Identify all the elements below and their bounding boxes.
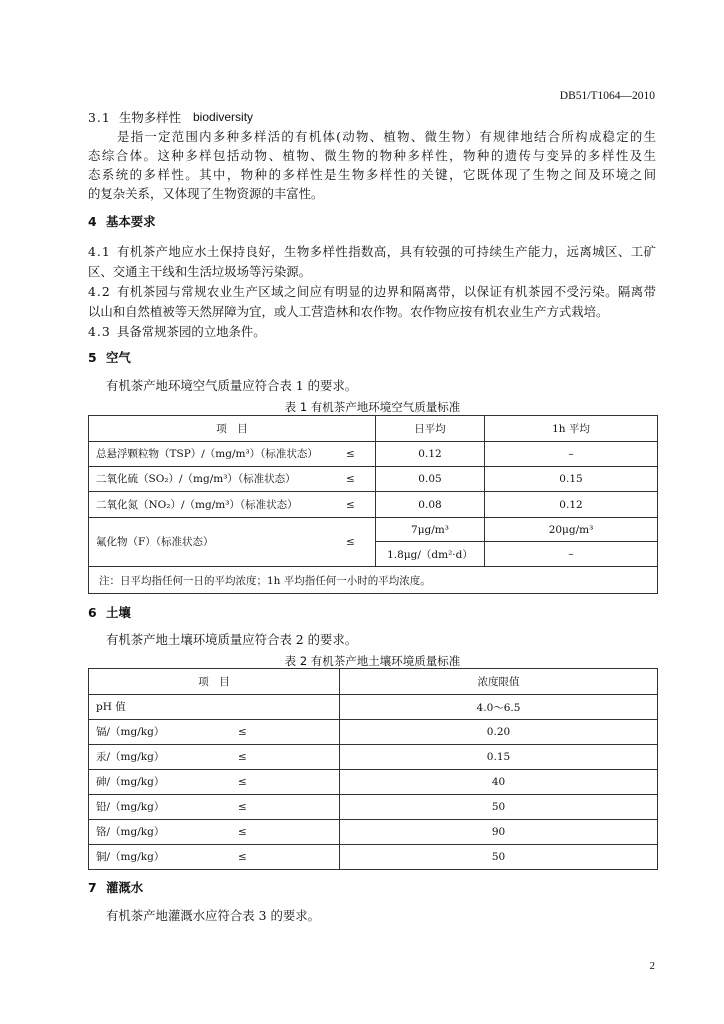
air-quality-table <box>88 415 658 594</box>
item-label: 氟化物（F）（标准状态） <box>96 536 214 548</box>
table-row <box>89 845 658 870</box>
item-cell <box>89 695 340 720</box>
section-title: 土壤 <box>106 605 131 620</box>
item-label: 铅/（mg/kg） <box>96 801 165 813</box>
definition-line: 的复杂关系，又体现了生物资源的丰富性。 <box>88 186 324 201</box>
table-row <box>89 770 658 795</box>
item-cell <box>89 770 340 795</box>
item-cell <box>89 795 340 820</box>
less-equal-symbol: ≤ <box>346 536 355 548</box>
less-equal-symbol: ≤ <box>238 801 247 813</box>
item-label: pH 值 <box>96 701 126 713</box>
clause-number: 4.1 <box>88 244 111 259</box>
item-cell <box>89 745 340 770</box>
column-header-item: 项 目 <box>89 416 376 442</box>
daily-value: 0.12 <box>376 442 485 467</box>
item-cell <box>89 820 340 845</box>
table-row <box>89 695 658 720</box>
term-en: biodiversity <box>193 110 254 124</box>
daily-value: 1.8μg/（dm²·d） <box>376 542 485 567</box>
item-label: 二氧化硫（SO₂）/（mg/m³）（标准状态） <box>96 473 296 485</box>
column-header-daily: 日平均 <box>376 416 485 442</box>
limit-value: 0.20 <box>340 720 658 745</box>
standard-code: DB51/T1064—2010 <box>559 90 655 102</box>
table-row <box>89 442 658 467</box>
item-label: 镉/（mg/kg） <box>96 726 165 738</box>
section-number: 5 <box>88 350 97 365</box>
table-row <box>89 795 658 820</box>
hourly-value: – <box>485 542 658 567</box>
hourly-value: – <box>485 442 658 467</box>
section-title: 灌溉水 <box>106 880 144 895</box>
item-cell <box>89 442 376 467</box>
table-row <box>89 720 658 745</box>
item-cell-content <box>96 535 375 549</box>
table-header-row <box>89 669 658 695</box>
less-equal-symbol: ≤ <box>346 448 355 460</box>
daily-value: 0.08 <box>376 492 485 518</box>
limit-value: 90 <box>340 820 658 845</box>
section-number: 7 <box>88 880 97 895</box>
table-row <box>89 745 658 770</box>
hourly-value: 0.15 <box>485 467 658 492</box>
daily-value: 7μg/m³ <box>376 518 485 542</box>
item-label: 二氧化氮（NO₂）/（mg/m³）（标准状态） <box>96 498 298 511</box>
clause-text-line: 有机茶园与常规农业生产区域之间应有明显的边界和隔离带，以保证有机茶园不受污染。隔离带 <box>117 284 656 299</box>
item-label: 铬/（mg/kg） <box>96 826 165 838</box>
table-row <box>89 492 658 518</box>
item-label: 砷/（mg/kg） <box>96 776 165 788</box>
hourly-value: 20μg/m³ <box>485 518 658 542</box>
item-cell-content <box>96 800 339 814</box>
item-cell <box>89 467 376 492</box>
column-header-limit: 浓度限值 <box>340 669 658 695</box>
item-cell-content <box>96 850 339 864</box>
clause-text-line: 具备常规茶园的立地条件。 <box>117 324 266 339</box>
table-note: 注：日平均指任何一日的平均浓度；1h 平均指任何一小时的平均浓度。 <box>89 567 658 594</box>
item-cell-content <box>96 725 339 739</box>
hourly-value: 0.12 <box>485 492 658 518</box>
section-number: 6 <box>88 605 97 620</box>
table-caption: 表 1 有机茶产地环境空气质量标准 <box>284 400 461 414</box>
table-note-row <box>89 567 658 594</box>
clause-text-line: 区、交通主干线和生活垃圾场等污染源。 <box>88 264 312 279</box>
limit-value: 40 <box>340 770 658 795</box>
page-number: 2 <box>649 960 655 972</box>
item-label: 铜/（mg/kg） <box>96 851 165 863</box>
item-cell-content <box>96 447 375 461</box>
limit-value: 50 <box>340 845 658 870</box>
limit-value: 4.0～6.5 <box>340 695 658 720</box>
table-header-row <box>89 416 658 442</box>
less-equal-symbol: ≤ <box>238 726 247 738</box>
item-cell-content <box>96 498 375 512</box>
clause-number: 4.3 <box>88 324 111 339</box>
column-header-hourly: 1h 平均 <box>485 416 658 442</box>
limit-value: 0.15 <box>340 745 658 770</box>
item-cell <box>89 518 376 567</box>
less-equal-symbol: ≤ <box>346 498 355 511</box>
less-equal-symbol: ≤ <box>238 751 247 763</box>
limit-value: 50 <box>340 795 658 820</box>
table-row <box>89 467 658 492</box>
definition-line: 态系统的多样性。其中，物种的多样性是生物多样性的关键，它既体现了生物之间及环境之间 <box>88 167 656 182</box>
item-cell-content <box>96 700 339 714</box>
section-title: 空气 <box>106 350 131 365</box>
clause-text-line: 有机茶产地应水土保持良好，生物多样性指数高，具有较强的可持续生产能力，远离城区、工矿 <box>117 244 656 259</box>
item-cell-content <box>96 775 339 789</box>
definition-line: 是指一定范围内多种多样活的有机体(动物、植物、微生物）有规律地结合所构成稳定的生 <box>117 129 656 144</box>
section-intro: 有机茶产地环境空气质量应符合表 1 的要求。 <box>106 378 358 393</box>
item-cell <box>89 720 340 745</box>
daily-value: 0.05 <box>376 467 485 492</box>
soil-quality-table <box>88 668 658 870</box>
item-cell-content <box>96 472 375 486</box>
clause-text-line: 以山和自然植被等天然屏障为宜，或人工营造林和农作物。农作物应按有机农业生产方式栽培。 <box>88 304 609 319</box>
less-equal-symbol: ≤ <box>238 851 247 863</box>
term-zh: 生物多样性 <box>119 110 181 125</box>
item-label: 汞/（mg/kg） <box>96 751 165 763</box>
section-intro: 有机茶产地灌溉水应符合表 3 的要求。 <box>106 908 321 923</box>
table-row <box>89 518 658 542</box>
item-cell <box>89 492 376 518</box>
table-row <box>89 820 658 845</box>
section-number: 4 <box>88 214 97 229</box>
section-intro: 有机茶产地土壤环境质量应符合表 2 的要求。 <box>106 632 358 647</box>
section-title: 基本要求 <box>106 214 156 229</box>
less-equal-symbol: ≤ <box>238 776 247 788</box>
item-cell-content <box>96 825 339 839</box>
less-equal-symbol: ≤ <box>238 826 247 838</box>
definition-line: 态综合体。这种多样包括动物、植物、微生物的物种多样性，物种的遗传与变异的多样性及生 <box>88 148 656 163</box>
clause-number: 4.2 <box>88 284 111 299</box>
item-label: 总悬浮颗粒物（TSP）/（mg/m³）（标准状态） <box>96 448 318 460</box>
column-header-item: 项 目 <box>89 669 340 695</box>
item-cell <box>89 845 340 870</box>
less-equal-symbol: ≤ <box>346 473 355 485</box>
table-caption: 表 2 有机茶产地土壤环境质量标准 <box>284 654 461 668</box>
item-cell-content <box>96 750 339 764</box>
clause-number: 3.1 <box>88 110 111 125</box>
